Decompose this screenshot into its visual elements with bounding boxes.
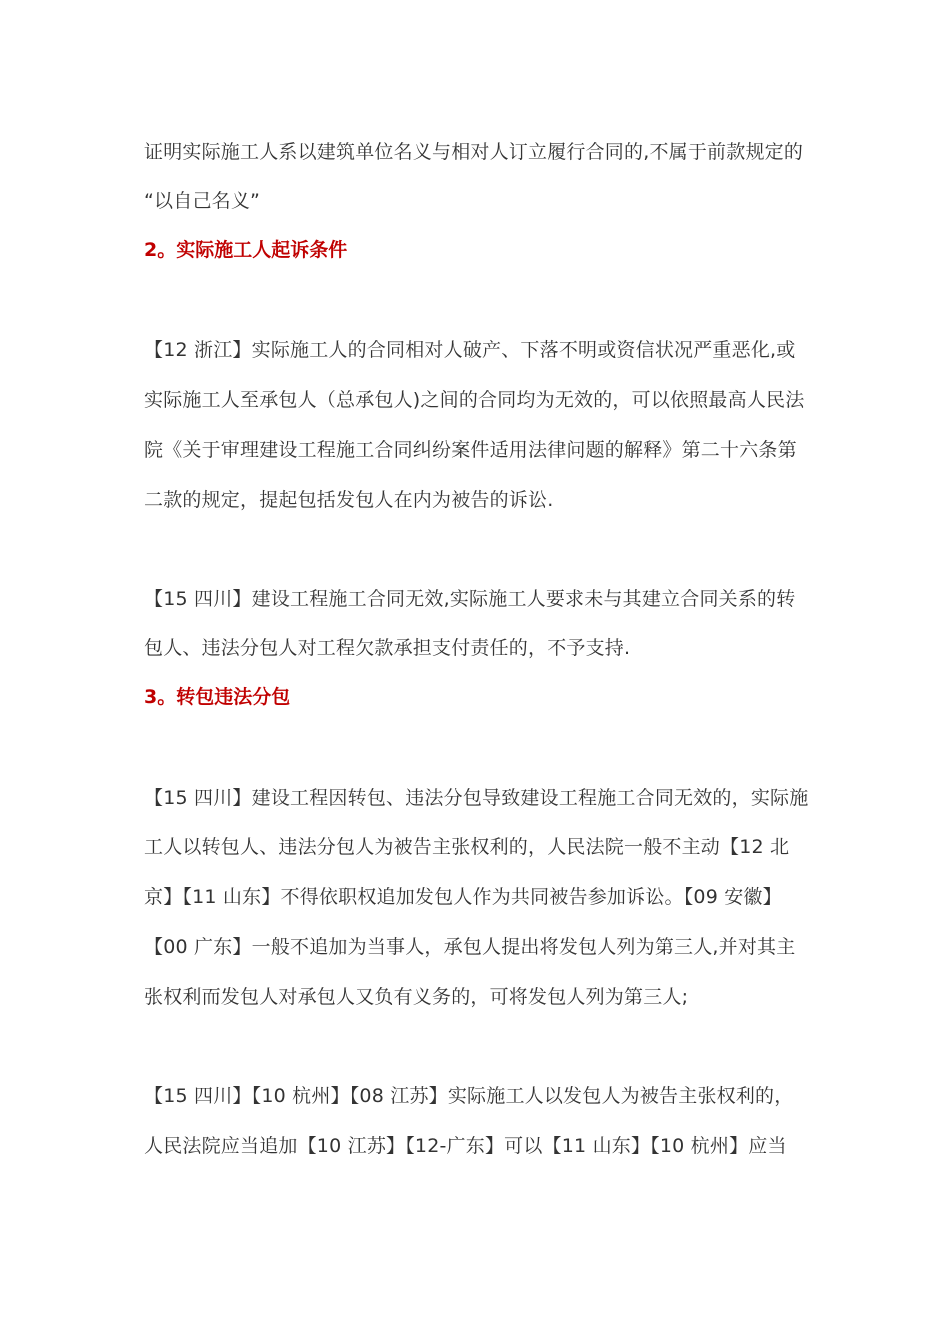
- paragraph-line: 包人、违法分包人对工程欠款承担支付责任的，不予支持.: [144, 637, 631, 659]
- paragraph-line: 【00 广东】一般不追加为当事人，承包人提出将发包人列为第三人,并对其主: [144, 936, 796, 958]
- section-heading-3: 3。转包违法分包: [144, 686, 291, 708]
- paragraph-line: 【15 四川】建设工程施工合同无效,实际施工人要求未与其建立合同关系的转: [144, 588, 796, 610]
- paragraph-line: 京】【11 山东】不得依职权追加发包人作为共同被告参加诉讼。【09 安徽】: [144, 886, 782, 908]
- paragraph-line: 张权利而发包人对承包人又负有义务的，可将发包人列为第三人;: [144, 986, 689, 1008]
- paragraph-line: 院《关于审理建设工程施工合同纠纷案件适用法律问题的解释》第二十六条第: [144, 439, 797, 461]
- paragraph-line: 【15 四川】建设工程因转包、违法分包导致建设工程施工合同无效的，实际施: [144, 787, 809, 809]
- paragraph-line: 人民法院应当追加【10 江苏】【12-广东】可以【11 山东】【10 杭州】应当: [144, 1135, 787, 1157]
- paragraph-line: “以自己名义”: [144, 190, 261, 212]
- paragraph-line: 工人以转包人、违法分包人为被告主张权利的，人民法院一般不主动【12 北: [144, 836, 790, 858]
- paragraph-line: 【12 浙江】实际施工人的合同相对人破产、下落不明或资信状况严重恶化,或: [144, 339, 796, 361]
- paragraph-line: 实际施工人至承包人（总承包人)之间的合同均为无效的，可以依照最高人民法: [144, 389, 805, 411]
- paragraph-line: 【15 四川】【10 杭州】【08 江苏】实际施工人以发包人为被告主张权利的，: [144, 1085, 794, 1107]
- paragraph-line: 证明实际施工人系以建筑单位名义与相对人订立履行合同的,不属于前款规定的: [144, 141, 804, 163]
- paragraph-line: 二款的规定，提起包括发包人在内为被告的诉讼.: [144, 489, 554, 511]
- section-heading-2: 2。实际施工人起诉条件: [144, 239, 348, 261]
